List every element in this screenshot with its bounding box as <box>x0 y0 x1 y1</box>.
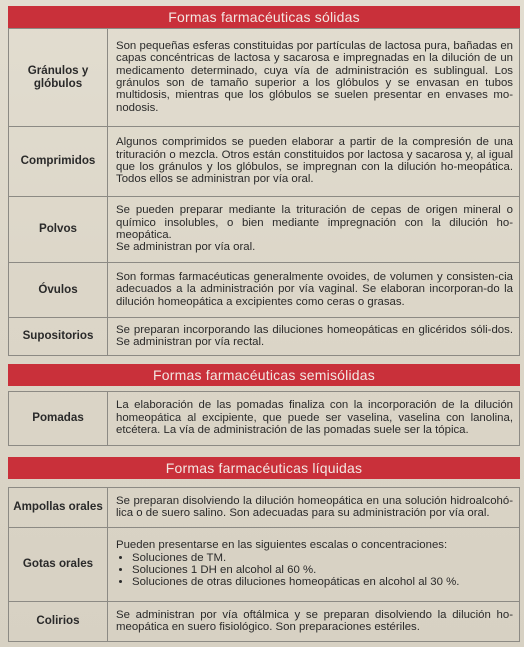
semisolid-forms-title: Formas farmacéuticas semisólidas <box>8 364 520 386</box>
list-item: • Soluciones 1 DH en alcohol al 60 %. <box>132 564 513 576</box>
row-desc-granulos: Son pequeñas esferas constituidas por partículas de lactosa pura, bañadas en capas concéntricas de lactosa y sacarosa e impregnadas en la dilución de un medicamento determinado, cuya vía de administración es sublingual. Los gránulos son de tamaño superior a los glóbulos y se envasan en tubos multidosis, mientras que los glóbulos se suelen presentar en envases mo-nodosis. <box>108 29 520 127</box>
table-row <box>9 127 520 197</box>
table-row <box>9 318 520 356</box>
table-row <box>9 392 520 446</box>
semisolid-forms-section <box>8 364 520 446</box>
solid-forms-section <box>8 6 520 356</box>
row-desc-pomadas: La elaboración de las pomadas finaliza con la incorporación de la dilución homeopática al excipiente, que puede ser vaselina, vaselina con lanolina, etcétera. La vía de administración de las pomadas suele ser la tópica. <box>108 392 520 446</box>
row-name-pomadas: Pomadas <box>9 392 108 446</box>
liquid-forms-table <box>8 487 520 642</box>
row-name-ovulos: Óvulos <box>9 263 108 318</box>
row-name-granulos: Gránulos y glóbulos <box>9 29 108 127</box>
liquid-forms-section <box>8 457 520 642</box>
row-desc-colirios: Se administran por vía oftálmica y se preparan disolviendo la dilución ho-meopática en suero fisiológico. Son preparaciones estériles. <box>108 602 520 642</box>
row-desc-ovulos: Son formas farmacéuticas generalmente ovoides, de volumen y consisten-cia adecuados a la administración por vía vaginal. Se elaboran incorporan-do la dilución homeopática a excipientes como ceras o grasas. <box>108 263 520 318</box>
row-name-comprimidos: Comprimidos <box>9 127 108 197</box>
row-desc-polvos <box>108 197 520 263</box>
row-name-ampollas: Ampollas orales <box>9 488 108 528</box>
table-row <box>9 263 520 318</box>
table-row <box>9 528 520 602</box>
row-desc-polvos-text-2: Se administran por vía oral. <box>116 241 256 254</box>
row-name-colirios: Colirios <box>9 602 108 642</box>
row-desc-comprimidos: Algunos comprimidos se pueden elaborar a partir de la compresión de una trituración o mezcla. Otros están constituidos por lactosa y sacarosa y, al igual que los gránulos y los glóbulos, se impregnan con la dilución ho-meopática. Todos ellos se administran por vía oral. <box>108 127 520 197</box>
solid-forms-title: Formas farmacéuticas sólidas <box>8 6 520 28</box>
list-item: • Soluciones de TM. <box>132 552 513 564</box>
gotas-list <box>116 552 513 589</box>
table-row <box>9 29 520 127</box>
row-desc-supositorios: Se preparan incorporando las diluciones homeopáticas en glicéridos sóli-dos. Se administran por vía rectal. <box>108 318 520 356</box>
semisolid-forms-table <box>8 391 520 446</box>
table-row <box>9 197 520 263</box>
row-desc-polvos-text: Se pueden preparar mediante la trituración de cepas de origen mineral o químico insolubles, o bien mediante impregnación con la dilución ho-meopática. <box>116 204 513 241</box>
table-row <box>9 602 520 642</box>
row-desc-gotas <box>108 528 520 602</box>
table-row <box>9 488 520 528</box>
liquid-forms-title: Formas farmacéuticas líquidas <box>8 457 520 479</box>
row-name-supositorios: Supositorios <box>9 318 108 356</box>
gotas-intro: Pueden presentarse en las siguientes escalas o concentraciones: <box>116 539 448 552</box>
row-name-polvos: Polvos <box>9 197 108 263</box>
row-name-gotas: Gotas orales <box>9 528 108 602</box>
solid-forms-table <box>8 28 520 356</box>
row-desc-ampollas: Se preparan disolviendo la dilución homeopática en una solución hidroalcohó-lica o de suero salino. Son adecuadas para su administración por vía oral. <box>108 488 520 528</box>
list-item: • Soluciones de otras diluciones homeopáticas en alcohol al 30 %. <box>132 576 513 588</box>
